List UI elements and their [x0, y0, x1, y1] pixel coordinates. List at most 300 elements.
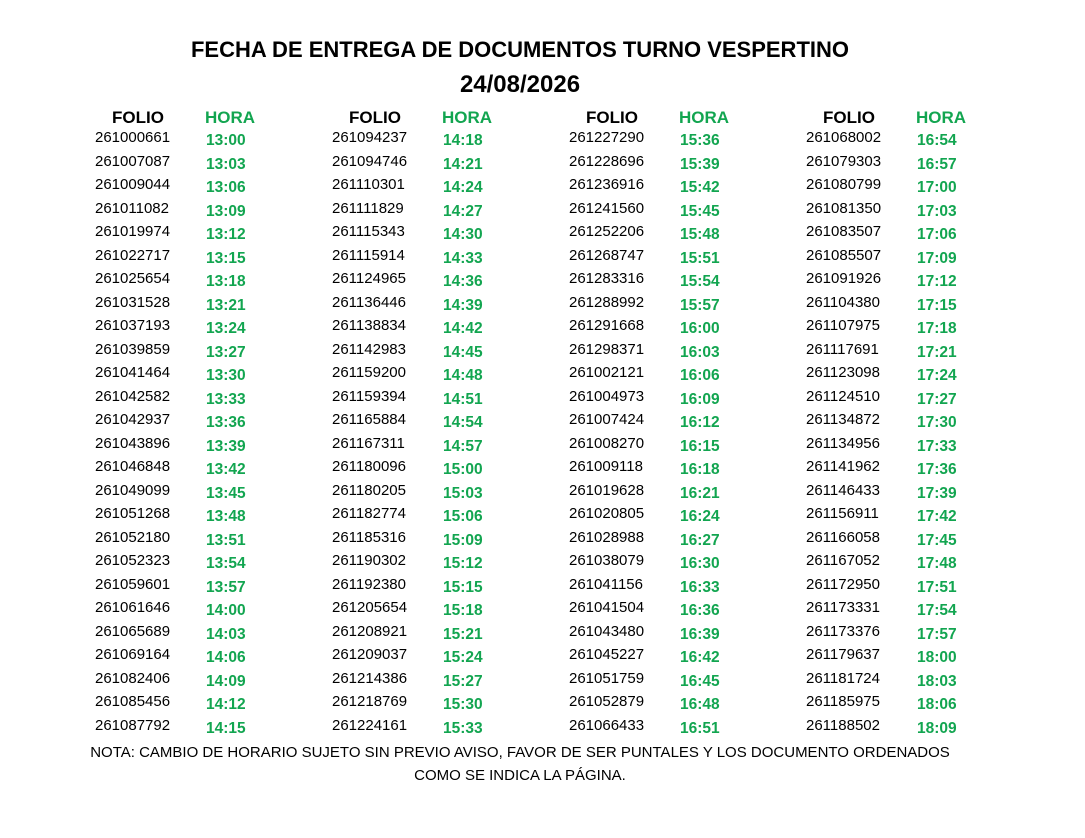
hora-value: 18:09: [917, 719, 957, 737]
folio-header: FOLIO: [586, 108, 638, 127]
column-header: [806, 106, 1006, 128]
folio-value: 261111829: [332, 199, 404, 217]
table-row: [569, 128, 769, 152]
folio-value: 261123098: [806, 364, 880, 381]
hora-value: 13:33: [206, 390, 246, 408]
table-row: [95, 269, 295, 293]
folio-value: 261000661: [95, 129, 171, 146]
hora-value: 16:54: [917, 132, 957, 149]
hora-value: 17:36: [917, 461, 957, 478]
hora-value: 15:36: [680, 132, 720, 149]
hora-value: 14:30: [443, 226, 483, 243]
folio-value: 261085456: [95, 693, 171, 710]
schedule-column-4: [806, 106, 1006, 739]
table-row: [806, 716, 1006, 740]
folio-value: 261065689: [95, 622, 171, 640]
hora-value: 15:21: [443, 625, 483, 643]
table-row: [332, 622, 532, 646]
folio-value: 261167052: [806, 552, 880, 569]
hora-value: 15:27: [443, 672, 483, 690]
hora-value: 13:27: [206, 343, 246, 361]
hora-value: 13:00: [206, 132, 246, 149]
folio-value: 261069164: [95, 646, 171, 663]
table-row: [806, 575, 1006, 599]
folio-header: FOLIO: [112, 108, 164, 127]
table-row: [806, 692, 1006, 716]
hora-header: HORA: [679, 108, 730, 127]
hora-value: 16:48: [680, 696, 720, 713]
hora-value: 17:06: [917, 226, 957, 243]
hora-value: 15:12: [443, 555, 483, 572]
hora-value: 14:57: [443, 437, 483, 455]
hora-value: 14:18: [443, 132, 483, 149]
folio-value: 261019974: [95, 223, 171, 240]
table-row: [95, 669, 295, 693]
hora-value: 17:21: [917, 343, 957, 361]
table-row: [95, 645, 295, 669]
folio-value: 261236916: [569, 176, 645, 193]
table-row: [806, 316, 1006, 340]
table-row: [569, 551, 769, 575]
folio-value: 261080799: [806, 176, 882, 193]
hora-value: 17:18: [917, 320, 957, 337]
hora-value: 13:06: [206, 179, 246, 196]
table-row: [569, 622, 769, 646]
table-row: [806, 199, 1006, 223]
table-row: [569, 434, 769, 458]
hora-value: 14:51: [443, 390, 483, 408]
hora-value: 13:48: [206, 508, 246, 525]
folio-value: 261008270: [569, 434, 645, 452]
table-row: [332, 669, 532, 693]
table-row: [806, 669, 1006, 693]
hora-value: 14:21: [443, 155, 483, 173]
column-header: [332, 106, 532, 128]
folio-value: 261041504: [569, 599, 645, 616]
hora-value: 14:54: [443, 414, 483, 431]
table-row: [332, 645, 532, 669]
hora-value: 16:09: [680, 390, 720, 408]
hora-value: 13:12: [206, 226, 246, 243]
folio-value: 261173331: [806, 599, 880, 616]
folio-value: 261218769: [332, 693, 408, 710]
folio-value: 261283316: [569, 270, 645, 287]
hora-value: 14:06: [206, 649, 246, 666]
table-row: [332, 528, 532, 552]
folio-value: 261046848: [95, 458, 171, 475]
folio-value: 261079303: [806, 152, 882, 170]
table-row: [806, 622, 1006, 646]
folio-value: 261180096: [332, 458, 406, 475]
folio-value: 261022717: [95, 246, 171, 264]
hora-value: 17:39: [917, 484, 957, 502]
folio-value: 261082406: [95, 669, 171, 687]
hora-value: 17:00: [917, 179, 957, 196]
folio-value: 261009044: [95, 176, 171, 193]
folio-value: 261052323: [95, 552, 171, 569]
table-row: [332, 410, 532, 434]
hora-value: 14:00: [206, 602, 246, 619]
hora-value: 15:18: [443, 602, 483, 619]
table-row: [806, 246, 1006, 270]
hora-value: 17:15: [917, 296, 957, 314]
hora-value: 15:42: [680, 179, 720, 196]
folio-value: 261083507: [806, 223, 882, 240]
folio-value: 261052180: [95, 528, 171, 546]
table-row: [95, 692, 295, 716]
hora-value: 15:57: [680, 296, 720, 314]
folio-value: 261110301: [332, 176, 405, 193]
hora-value: 14:27: [443, 202, 483, 220]
folio-value: 261268747: [569, 246, 645, 264]
folio-value: 261156911: [806, 505, 879, 522]
hora-value: 15:03: [443, 484, 483, 502]
table-row: [569, 387, 769, 411]
table-row: [806, 269, 1006, 293]
folio-value: 261007424: [569, 411, 645, 428]
folio-value: 261081350: [806, 199, 882, 217]
folio-header: FOLIO: [823, 108, 875, 127]
hora-value: 13:03: [206, 155, 246, 173]
table-row: [569, 222, 769, 246]
hora-value: 16:42: [680, 649, 720, 666]
table-row: [569, 692, 769, 716]
folio-value: 261159200: [332, 364, 406, 381]
table-row: [569, 528, 769, 552]
table-row: [95, 387, 295, 411]
table-row: [569, 316, 769, 340]
folio-value: 261031528: [95, 293, 171, 311]
hora-value: 13:57: [206, 578, 246, 596]
folio-header: FOLIO: [349, 108, 401, 127]
hora-value: 16:00: [680, 320, 720, 337]
table-row: [332, 363, 532, 387]
table-row: [332, 551, 532, 575]
folio-value: 261066433: [569, 716, 645, 734]
hora-value: 16:51: [680, 719, 720, 737]
hora-value: 14:48: [443, 367, 483, 384]
table-row: [95, 340, 295, 364]
table-row: [806, 152, 1006, 176]
table-row: [332, 692, 532, 716]
table-row: [569, 481, 769, 505]
table-row: [95, 528, 295, 552]
hora-value: 18:06: [917, 696, 957, 713]
folio-value: 261115343: [332, 223, 405, 240]
hora-header: HORA: [916, 108, 967, 127]
folio-value: 261094746: [332, 152, 408, 170]
folio-value: 261009118: [569, 458, 643, 475]
hora-value: 13:42: [206, 461, 246, 478]
table-row: [806, 645, 1006, 669]
folio-value: 261172950: [806, 575, 880, 593]
hora-value: 17:42: [917, 508, 957, 525]
folio-value: 261041464: [95, 364, 171, 381]
hora-header: HORA: [442, 108, 493, 127]
folio-value: 261179637: [806, 646, 880, 663]
table-row: [569, 504, 769, 528]
hora-value: 13:24: [206, 320, 246, 337]
folio-value: 261205654: [332, 599, 408, 616]
folio-value: 261124510: [806, 387, 880, 405]
hora-value: 17:27: [917, 390, 957, 408]
page-title: FECHA DE ENTREGA DE DOCUMENTOS TURNO VESPERTINO: [190, 37, 849, 62]
hora-value: 14:33: [443, 249, 483, 267]
folio-value: 261190302: [332, 552, 406, 569]
folio-value: 261288992: [569, 293, 645, 311]
hora-value: 17:12: [917, 273, 957, 290]
folio-value: 261020805: [569, 505, 645, 522]
table-row: [95, 410, 295, 434]
table-row: [806, 457, 1006, 481]
hora-header: HORA: [205, 108, 256, 127]
hora-value: 14:12: [206, 696, 246, 713]
hora-value: 16:39: [680, 625, 720, 643]
hora-value: 17:48: [917, 555, 957, 572]
folio-value: 261051268: [95, 505, 171, 522]
folio-value: 261159394: [332, 387, 406, 405]
folio-value: 261043480: [569, 622, 645, 640]
folio-value: 261180205: [332, 481, 406, 499]
hora-value: 16:18: [680, 461, 720, 478]
hora-value: 18:03: [917, 672, 957, 690]
hora-value: 15:15: [443, 578, 483, 596]
hora-value: 13:21: [206, 296, 246, 314]
table-row: [569, 340, 769, 364]
hora-value: 15:00: [443, 461, 483, 478]
table-row: [332, 457, 532, 481]
hora-value: 15:33: [443, 719, 483, 737]
table-row: [332, 575, 532, 599]
folio-value: 261091926: [806, 270, 882, 287]
table-row: [806, 293, 1006, 317]
table-row: [569, 669, 769, 693]
table-row: [332, 716, 532, 740]
hora-value: 15:30: [443, 696, 483, 713]
folio-value: 261166058: [806, 528, 880, 546]
hora-value: 14:24: [443, 179, 483, 196]
table-row: [95, 128, 295, 152]
hora-value: 13:36: [206, 414, 246, 431]
hora-value: 17:09: [917, 249, 957, 267]
hora-value: 13:09: [206, 202, 246, 220]
table-row: [95, 152, 295, 176]
hora-value: 17:54: [917, 602, 957, 619]
table-row: [95, 293, 295, 317]
table-row: [95, 504, 295, 528]
folio-value: 261052879: [569, 693, 645, 710]
hora-value: 17:57: [917, 625, 957, 643]
folio-value: 261141962: [806, 458, 880, 475]
hora-value: 13:39: [206, 437, 246, 455]
table-row: [332, 387, 532, 411]
folio-value: 261134956: [806, 434, 880, 452]
table-row: [806, 434, 1006, 458]
table-row: [806, 551, 1006, 575]
folio-value: 261241560: [569, 199, 645, 217]
table-row: [806, 481, 1006, 505]
column-header: [95, 106, 295, 128]
folio-value: 261049099: [95, 481, 171, 499]
folio-value: 261298371: [569, 340, 645, 358]
table-row: [332, 316, 532, 340]
table-row: [569, 457, 769, 481]
folio-value: 261094237: [332, 129, 408, 146]
table-row: [806, 387, 1006, 411]
hora-value: 14:45: [443, 343, 483, 361]
folio-value: 261043896: [95, 434, 171, 452]
hora-value: 17:24: [917, 367, 957, 384]
folio-value: 261167311: [332, 434, 405, 452]
folio-value: 261146433: [806, 481, 880, 499]
table-row: [332, 481, 532, 505]
hora-value: 14:03: [206, 625, 246, 643]
hora-value: 16:21: [680, 484, 720, 502]
schedule-column-3: [569, 106, 769, 739]
folio-value: 261291668: [569, 317, 645, 334]
folio-value: 261107975: [806, 317, 880, 334]
hora-value: 16:30: [680, 555, 720, 572]
folio-value: 261142983: [332, 340, 406, 358]
footer-note-line-1: NOTA: CAMBIO DE HORARIO SUJETO SIN PREVIO AVISO, FAVOR DE SER PUNTALES Y LOS DOCUMENTO ORDENADOS: [90, 744, 950, 761]
hora-value: 17:51: [917, 578, 957, 596]
hora-value: 15:39: [680, 155, 720, 173]
folio-value: 261011082: [95, 199, 169, 217]
folio-value: 261007087: [95, 152, 171, 170]
hora-value: 13:51: [206, 531, 246, 549]
table-row: [569, 598, 769, 622]
folio-value: 261214386: [332, 669, 408, 687]
table-row: [806, 528, 1006, 552]
folio-value: 261209037: [332, 646, 408, 663]
table-row: [332, 293, 532, 317]
hora-value: 15:54: [680, 273, 720, 290]
delivery-date: 24/08/2026: [459, 71, 581, 98]
folio-value: 261038079: [569, 552, 645, 569]
table-row: [332, 128, 532, 152]
table-row: [332, 598, 532, 622]
hora-value: 15:24: [443, 649, 483, 666]
folio-value: 261045227: [569, 646, 645, 663]
hora-value: 16:12: [680, 414, 720, 431]
table-row: [95, 222, 295, 246]
table-row: [332, 269, 532, 293]
table-row: [569, 293, 769, 317]
table-row: [806, 175, 1006, 199]
table-row: [332, 504, 532, 528]
hora-value: 13:30: [206, 367, 246, 384]
hora-value: 15:51: [680, 249, 720, 267]
table-row: [806, 598, 1006, 622]
table-row: [95, 434, 295, 458]
hora-value: 15:45: [680, 202, 720, 220]
schedule-column-1: [95, 106, 295, 739]
table-row: [569, 199, 769, 223]
hora-value: 16:15: [680, 437, 720, 455]
table-row: [569, 363, 769, 387]
folio-value: 261085507: [806, 246, 882, 264]
table-row: [332, 222, 532, 246]
hora-value: 17:45: [917, 531, 957, 549]
table-row: [95, 716, 295, 740]
hora-value: 14:09: [206, 672, 246, 690]
table-row: [95, 551, 295, 575]
folio-value: 261051759: [569, 669, 645, 687]
hora-value: 13:54: [206, 555, 246, 572]
table-row: [569, 269, 769, 293]
hora-value: 16:27: [680, 531, 720, 549]
folio-value: 261224161: [332, 716, 408, 734]
table-row: [806, 222, 1006, 246]
hora-value: 17:03: [917, 202, 957, 220]
table-row: [332, 434, 532, 458]
folio-value: 261087792: [95, 716, 171, 734]
footer-note-line-2: COMO SE INDICA LA PÁGINA.: [414, 767, 626, 784]
table-row: [332, 152, 532, 176]
folio-value: 261042937: [95, 411, 171, 428]
folio-value: 261039859: [95, 340, 171, 358]
hora-value: 15:48: [680, 226, 720, 243]
table-row: [332, 175, 532, 199]
hora-value: 14:15: [206, 719, 246, 737]
folio-value: 261061646: [95, 599, 171, 616]
table-row: [569, 246, 769, 270]
hora-value: 17:30: [917, 414, 957, 431]
table-row: [95, 246, 295, 270]
table-row: [806, 410, 1006, 434]
table-row: [95, 622, 295, 646]
folio-value: 261117691: [806, 340, 879, 358]
folio-value: 261227290: [569, 129, 645, 146]
table-row: [95, 363, 295, 387]
table-row: [569, 152, 769, 176]
hora-value: 16:06: [680, 367, 720, 384]
table-row: [569, 716, 769, 740]
table-row: [569, 175, 769, 199]
folio-value: 261019628: [569, 481, 645, 499]
table-row: [332, 340, 532, 364]
folio-value: 261182774: [332, 505, 406, 522]
hora-value: 16:45: [680, 672, 720, 690]
table-row: [569, 645, 769, 669]
folio-value: 261252206: [569, 223, 645, 240]
table-row: [806, 340, 1006, 364]
folio-value: 261228696: [569, 152, 645, 170]
folio-value: 261185316: [332, 528, 406, 546]
folio-value: 261138834: [332, 317, 406, 334]
hora-value: 15:09: [443, 531, 483, 549]
folio-value: 261002121: [569, 364, 645, 381]
hora-value: 14:39: [443, 296, 483, 314]
table-row: [806, 363, 1006, 387]
table-row: [332, 199, 532, 223]
hora-value: 14:42: [443, 320, 483, 337]
folio-value: 261188502: [806, 716, 880, 734]
folio-value: 261115914: [332, 246, 405, 264]
hora-value: 16:36: [680, 602, 720, 619]
hora-value: 14:36: [443, 273, 483, 290]
table-row: [569, 410, 769, 434]
folio-value: 261208921: [332, 622, 408, 640]
folio-value: 261037193: [95, 317, 171, 334]
table-row: [806, 128, 1006, 152]
folio-value: 261136446: [332, 293, 406, 311]
table-row: [95, 316, 295, 340]
hora-value: 16:24: [680, 508, 720, 525]
column-header: [569, 106, 769, 128]
folio-value: 261173376: [806, 622, 880, 640]
folio-value: 261192380: [332, 575, 406, 593]
